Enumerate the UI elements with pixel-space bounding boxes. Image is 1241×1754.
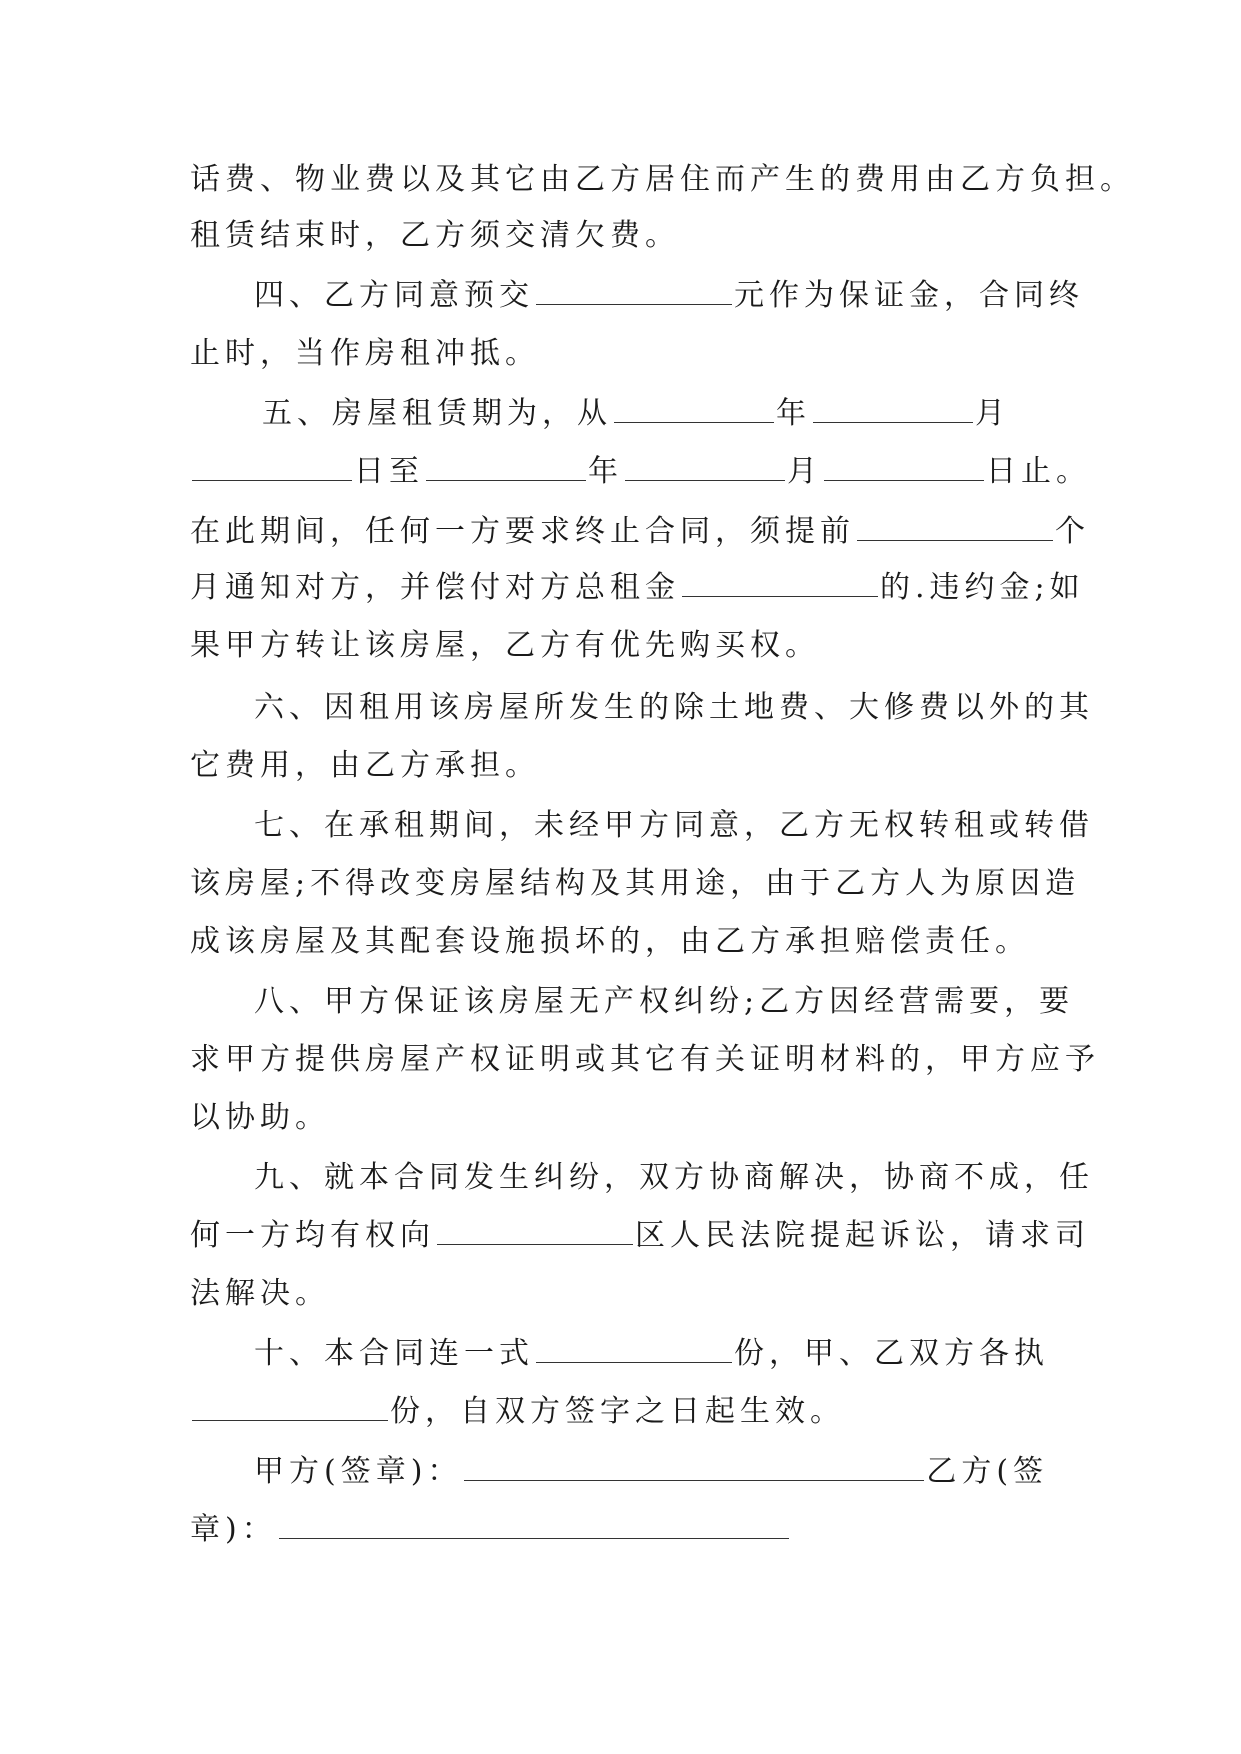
clause-three-continued: 话费、物业费以及其它由乙方居住而产生的费用由乙方负担。 bbox=[190, 162, 1135, 197]
text-line bbox=[254, 680, 1154, 736]
text-line bbox=[190, 1090, 1090, 1146]
clause-ten-end: 份，自双方签字之日起生效。 bbox=[390, 1394, 845, 1429]
unit-label: 个 bbox=[1055, 514, 1090, 549]
clause-four-end: 止时，当作房租冲抵。 bbox=[190, 336, 540, 371]
text-line bbox=[254, 1150, 1154, 1206]
text-line bbox=[190, 152, 1135, 208]
text-line bbox=[254, 268, 1154, 324]
clause-nine-end: 法解决。 bbox=[190, 1276, 330, 1311]
start-year-blank bbox=[614, 392, 774, 423]
clause-six-start: 六、因租用该房屋所发生的除土地费、大修费以外的其 bbox=[254, 690, 1094, 725]
start-month-blank bbox=[813, 392, 973, 423]
copies-count-blank bbox=[536, 1332, 732, 1363]
text-line bbox=[190, 1266, 1090, 1322]
court-district-blank bbox=[437, 1214, 633, 1245]
text-line bbox=[190, 504, 1090, 560]
signature-line bbox=[190, 1502, 1090, 1558]
clause-nine-text: 何一方均有权向 bbox=[190, 1218, 435, 1253]
notice-months-blank bbox=[857, 510, 1053, 541]
clause-four-text: 元作为保证金，合同终 bbox=[734, 278, 1084, 313]
end-day-blank bbox=[824, 450, 984, 481]
text-line bbox=[254, 974, 1154, 1030]
text-line bbox=[190, 1208, 1090, 1264]
text-line bbox=[190, 208, 1090, 264]
penalty-text-end: 的.违约金;如 bbox=[880, 570, 1085, 605]
party-a-signature-blank bbox=[464, 1450, 924, 1481]
text-line bbox=[190, 738, 1090, 794]
clause-ten-text: 份，甲、乙双方各执 bbox=[734, 1336, 1049, 1371]
party-b-signature-blank bbox=[279, 1508, 789, 1539]
month-label: 月 bbox=[787, 454, 822, 489]
clause-five-start: 五、房屋租赁期为，从 bbox=[262, 396, 612, 431]
penalty-text: 月通知对方，并偿付对方总租金 bbox=[190, 570, 680, 605]
clause-eight-end: 以协助。 bbox=[190, 1100, 330, 1135]
clause-seven-end: 成该房屋及其配套设施损坏的，由乙方承担赔偿责任。 bbox=[190, 924, 1030, 959]
day-end-label: 日止。 bbox=[986, 454, 1091, 489]
text-line bbox=[262, 386, 1162, 442]
text-line bbox=[190, 914, 1090, 970]
end-year-blank bbox=[426, 450, 586, 481]
clause-nine-start: 九、就本合同发生纠纷，双方协商解决，协商不成，任 bbox=[254, 1160, 1094, 1195]
party-b-signature-label: 乙方(签 bbox=[926, 1454, 1049, 1489]
clause-ten-start: 十、本合同连一式 bbox=[254, 1336, 534, 1371]
clause-six-end: 它费用，由乙方承担。 bbox=[190, 748, 540, 783]
termination-notice-text: 在此期间，任何一方要求终止合同，须提前 bbox=[190, 514, 855, 549]
text-line bbox=[254, 1326, 1154, 1382]
clause-eight-start: 八、甲方保证该房屋无产权纠纷;乙方因经营需要，要 bbox=[254, 984, 1075, 1019]
text-line bbox=[190, 326, 1090, 382]
month-label: 月 bbox=[975, 396, 1010, 431]
year-label: 年 bbox=[588, 454, 623, 489]
clause-five-end: 果甲方转让该房屋，乙方有优先购买权。 bbox=[190, 628, 820, 663]
text-line bbox=[190, 1032, 1100, 1088]
clause-three-end: 租赁结束时，乙方须交清欠费。 bbox=[190, 218, 680, 253]
clause-eight-text: 求甲方提供房屋产权证明或其它有关证明材料的，甲方应予 bbox=[190, 1042, 1100, 1077]
clause-nine-text-2: 区人民法院提起诉讼，请求司 bbox=[635, 1218, 1090, 1253]
text-line bbox=[190, 444, 1090, 500]
party-a-signature-label: 甲方(签章)： bbox=[254, 1454, 463, 1489]
party-b-signature-label-end: 章)： bbox=[190, 1512, 277, 1547]
text-line bbox=[190, 856, 1090, 912]
deposit-amount-blank bbox=[536, 274, 732, 305]
clause-seven-text: 该房屋;不得改变房屋结构及其用途，由于乙方人为原因造 bbox=[190, 866, 1081, 901]
text-line bbox=[190, 560, 1090, 616]
text-line bbox=[190, 618, 1090, 674]
end-month-blank bbox=[625, 450, 785, 481]
text-line bbox=[254, 798, 1154, 854]
signature-line bbox=[254, 1444, 1154, 1500]
start-day-blank bbox=[192, 450, 352, 481]
day-to-label: 日至 bbox=[354, 454, 424, 489]
year-label: 年 bbox=[776, 396, 811, 431]
penalty-amount-blank bbox=[682, 566, 878, 597]
text-line bbox=[190, 1384, 1090, 1440]
clause-seven-start: 七、在承租期间，未经甲方同意，乙方无权转租或转借 bbox=[254, 808, 1094, 843]
clause-four-start: 四、乙方同意预交 bbox=[254, 278, 534, 313]
copies-each-blank bbox=[192, 1390, 388, 1421]
